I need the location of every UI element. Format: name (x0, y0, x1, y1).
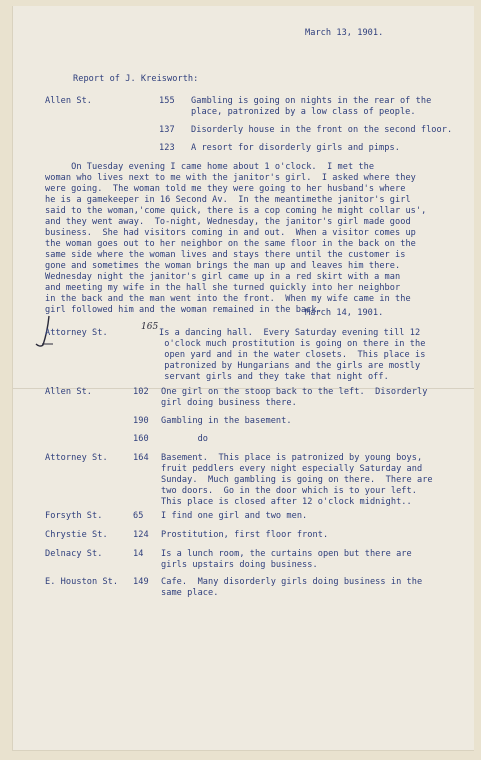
entry-text: Gambling in the basement. (161, 416, 292, 426)
entry-text: A resort for disorderly girls and pimps. (191, 143, 400, 153)
narrative-line: girl followed him and the woman remained in the back. (45, 305, 322, 315)
entry-number: 123 (159, 143, 175, 153)
entry-text: Gambling is going on nights in the rear of the place, patronized by a low class of people. (191, 96, 432, 117)
narrative-line: same side where the woman lives and stays there until the customer is (45, 250, 406, 260)
entry-street: Allen St. (45, 96, 93, 106)
narrative-line: Wednesday night the janitor's girl came up in a red skirt with a man (45, 272, 401, 282)
narrative-paragraph (45, 162, 426, 316)
entry-number: 164 (133, 453, 149, 463)
entry-text: Cafe. Many disorderly girls doing business in the same place. (161, 577, 423, 598)
entry-number: 155 (159, 96, 175, 106)
entry-number: 124 (133, 530, 149, 540)
entry-street: Forsyth St. (45, 511, 103, 521)
entry-text: I find one girl and two men. (161, 511, 308, 521)
entry-text: Basement. This place is patronized by young boys, fruit peddlers every night especially Saturday and Sunday. Much gambling is going on there. There are two doors. Go in the door which is to your left. This place is closed after 12 o'clock midnight.. (161, 453, 433, 507)
narrative-line: the woman goes out to her neighbor on the same floor in the back on the (45, 239, 416, 249)
narrative-line: business. She had visitors coming in and out. When a visitor comes up (45, 228, 416, 238)
narrative-line: were going. The woman told me they were going to her husband's where (45, 184, 406, 194)
entry-number: 149 (133, 577, 149, 587)
entry-street: E. Houston St. (45, 577, 119, 587)
entry-text: do (161, 434, 209, 444)
narrative-line: he is a gamekeeper in 16 Second Av. In the meantimethe janitor's girl (45, 195, 411, 205)
entry-street: Attorney St. (45, 328, 108, 338)
entry-number: 137 (159, 125, 175, 135)
entry-number: 160 (133, 434, 149, 444)
date-march-13: March 13, 1901. (305, 28, 384, 38)
entry-number: 102 (133, 387, 149, 397)
narrative-line: and they went away. To-night, Wednesday, the janitor's girl made good (45, 217, 411, 227)
entry-text: One girl on the stoop back to the left. Disorderly girl doing business there. (161, 387, 428, 408)
entry-text: Is a lunch room, the curtains open but there are girls upstairs doing business. (161, 549, 412, 570)
entry-street: Attorney St. (45, 453, 108, 463)
entry-street: Chrystie St. (45, 530, 108, 540)
entry-text: Prostitution, first floor front. (161, 530, 329, 540)
report-title: Report of J. Kreisworth: (73, 74, 199, 84)
entry-number: 190 (133, 416, 149, 426)
entry-text: Is a dancing hall. Every Saturday evening till 12 o'clock much prostitution is going on there in the open yard and in the water closets. This place is patronized by Hungarians and the girls are mostly servant girls and they take that night off. (159, 328, 426, 382)
document-page (12, 6, 474, 751)
date-march-14: March 14, 1901. (305, 308, 384, 318)
entry-street: Delnacy St. (45, 549, 103, 559)
narrative-line: said to the woman,'come quick, there is a cop coming he might collar us', (45, 206, 427, 216)
narrative-line: in the back and the man went into the front. When my wife came in the (45, 294, 411, 304)
narrative-line: and meeting my wife in the hall she turned quickly into her neighbor (45, 283, 401, 293)
entry-street: Allen St. (45, 387, 93, 397)
narrative-line: On Tuesday evening I came home about 1 o'clock. I met the (45, 162, 375, 172)
narrative-line: woman who lives next to me with the janitor's girl. I asked where they (45, 173, 416, 183)
handwritten-number: 165 (141, 322, 159, 332)
entry-number: 65 (133, 511, 144, 521)
entry-text: Disorderly house in the front on the second floor. (191, 125, 453, 135)
narrative-line: gone and sometimes the woman brings the man up and leaves him there. (45, 261, 401, 271)
entry-number: 14 (133, 549, 144, 559)
